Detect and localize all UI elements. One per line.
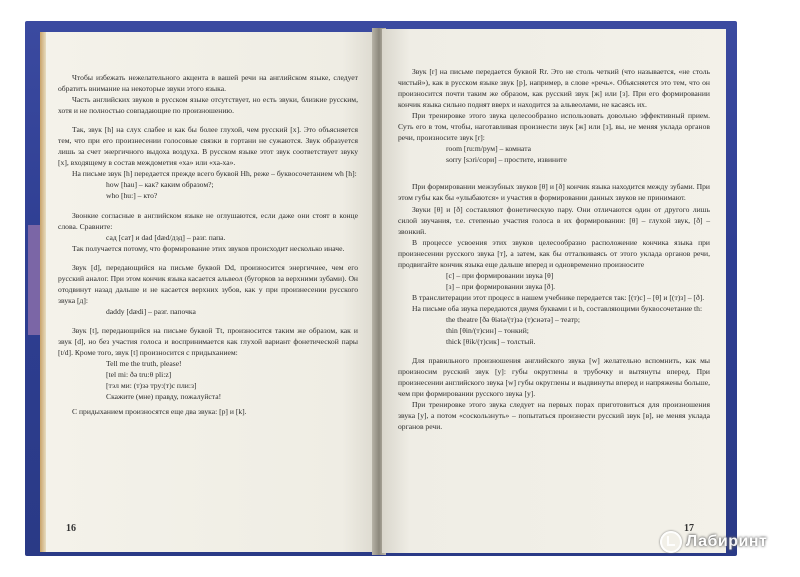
labirint-logo-icon xyxy=(660,531,682,553)
paragraph: Звуки [θ] и [ð] составляют фонетическую пару. Они отличаются один от другого лишь силой звучания, т.е. степенью участия голоса в их формировании: [θ] – глухой звук, [ð] – звонкий. xyxy=(398,204,710,236)
watermark-text: Лабиринт xyxy=(686,533,768,550)
paragraph: Для правильного произношения английского звука [w] желательно вспомнить, как мы произносим русский звук [у]: губы округлены в трубочку и вытянуты вперед. При произнесении английского звука [w] губы округлены и выдвинуты вперед и напряжены больше, чем при формировании русского звука [у]. xyxy=(398,356,710,399)
left-page-edge xyxy=(40,32,46,552)
spacer xyxy=(398,165,710,173)
example-line: [з] – при формировании звука [ð]. xyxy=(446,281,556,291)
example-line: who [hu:] – кто? xyxy=(106,191,158,201)
spacer xyxy=(58,202,358,210)
example-line: Tell me the truth, please! xyxy=(106,359,182,369)
example-line: daddy [dædi] – разг. папочка xyxy=(106,306,196,316)
example-line: [tel mi: ðə tru:θ pli:z] xyxy=(106,370,172,380)
cover-stripe xyxy=(28,225,40,335)
example-line: how [hau] – как? каким образом?; xyxy=(106,180,214,190)
paragraph: На письме оба звука передаются двумя буквами t и h, составляющими буквосочетание th: xyxy=(412,303,703,313)
paragraph: Так получается потому, что формирование этих звуков происходит несколько иначе. xyxy=(72,243,345,253)
paragraph: В транслитерации этот процесс в нашем учебнике передается так: [(т)с] – [θ] и [(т)з] – [ð]. xyxy=(412,292,705,302)
spacer xyxy=(58,317,358,325)
spacer xyxy=(398,173,710,181)
example-line: sorry [sɔri/сори] – простите, извините xyxy=(446,155,567,165)
paragraph: Часть английских звуков в русском языке отсутствует, но есть звуки, близкие русским, хотя и не полностью совпадающие по произношению. xyxy=(58,95,358,116)
paragraph: На письме звук [h] передается прежде всего буквой Hh, реже – буквосочетанием wh [h]: xyxy=(72,169,357,179)
example-line: thick [θik/(т)сик] – толстый. xyxy=(446,337,536,347)
left-page-number: 16 xyxy=(66,523,76,534)
paragraph: В процессе усвоения этих звуков целесообразно расположение кончика языка при произнесении русского звука [т], а затем, как бы отталкиваясь от этого уклада органов речи, продвигайте кончик языка еще дальше вперед и одновременно произносите xyxy=(398,237,710,269)
paragraph: Звук [t], передающийся на письме буквой Tt, произносится таким же образом, как и звук [d], но без участия голоса и воспринимается как глухой вариант фонетической пары [t/d]. Кроме того, звук [t] произносится с придыханием: xyxy=(58,325,358,358)
paragraph: При формировании межзубных звуков [θ] и [ð] кончик языка находится между зубами. При этом губы как бы «улыбаются» и участия в формировании данных звуков не принимают. xyxy=(398,182,710,203)
paragraph: Так, звук [h] на слух слабее и как бы более глухой, чем русский [х]. Это объясняется тем, что при его произнесении голосовые связки в гортани не сужаются. Звук образуется лишь за счет энергичного выдоха воздуха. В русском языке этот звук соответствует звуку [х], входящему в состав междометия «ха» или «ха-ха». xyxy=(58,125,358,168)
example-line: the theatre [ðə θiətə/(т)зә (т)сиәтә] – театр; xyxy=(446,314,580,324)
right-page-number: 17 xyxy=(684,523,694,534)
paragraph: С придыханием произносятся еще два звука: [p] и [k]. xyxy=(72,407,247,417)
spacer xyxy=(58,116,358,124)
watermark xyxy=(660,525,780,559)
paragraph: Звук [d], передающийся на письме буквой Dd, произносится энергичнее, чем его русский аналог. При этом кончик языка касается альвеол (бугорков за верхними зубами). Он отодвинут назад дальше и не касается верхних зубов, как у при произнесении русского звука [д]: xyxy=(58,262,358,305)
example-line: сад [сат] и dad [dæd/дэд] – разг. папа. xyxy=(106,232,226,242)
paragraph: При тренировке этого звука целесообразно использовать довольно эффективный прием. Суть его в том, чтобы, наготавливая произнести звук [ж] или [з], вы, не меняя уклада органов речи, произносите звук [r]: xyxy=(398,111,710,143)
example-line: Скажите (мне) правду, пожалуйста! xyxy=(106,392,222,402)
right-page xyxy=(382,29,726,553)
paragraph: Чтобы избежать нежелательного акцента в вашей речи на английском языке, следует обратить внимание на некоторые звуки этого языка. xyxy=(58,73,358,94)
spacer xyxy=(58,254,358,262)
spacer xyxy=(398,347,710,355)
example-line: room [ru:m/рум] – комната xyxy=(446,144,532,154)
example-line: thin [θin/(т)син] – тонкий; xyxy=(446,326,529,336)
paragraph: Звонкие согласные в английском языке не оглушаются, если даже они стоят в конце слова. Сравните: xyxy=(58,210,358,231)
left-page-text xyxy=(58,72,358,417)
example-line: [с] – при формировании звука [θ] xyxy=(446,270,554,280)
left-page xyxy=(40,32,376,552)
right-page-text xyxy=(398,66,710,432)
paragraph: При тренировке этого звука следует на первых порах приготовиться для произношения звука [у], а потом «соскользнуть» – попытаться произнести русский звук [в], не меняя уклада органов речи. xyxy=(398,400,710,432)
paragraph: Звук [r] на письме передается буквой Rr. Это не столь четкий (что называется, «не столь чистый»), как в русском языке звук [р], например, в слове «речь». Объясняется это тем, что он произносится почти таким же образом, как русский звук [ж] или [з]. При его формировании кончик языка сильно поднят вверх и находится за альвеолами, не касаясь их. xyxy=(398,67,710,110)
example-line: [тэл ми: (т)зә тру:(т)с пли:з] xyxy=(106,381,197,391)
